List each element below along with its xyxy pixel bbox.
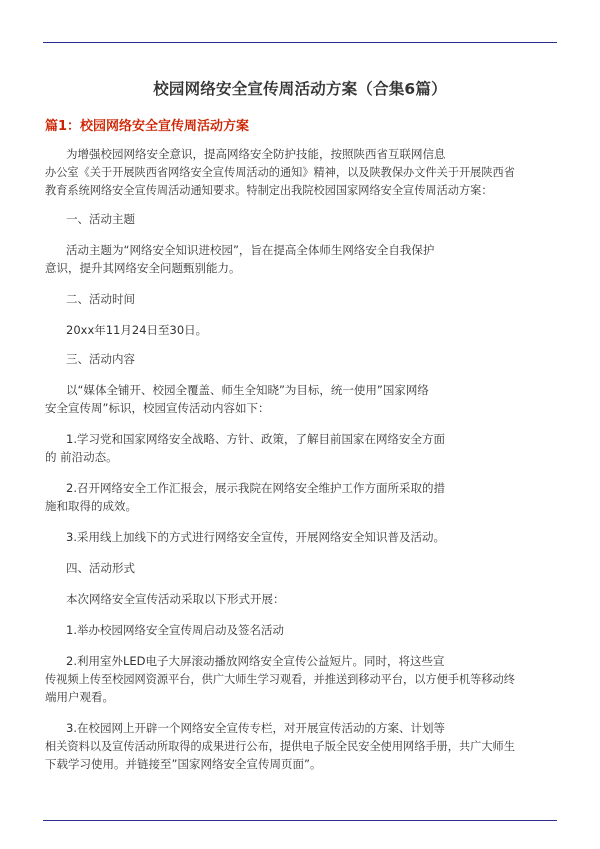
- top-rule: [43, 42, 557, 43]
- list-item: 1.举办校园网络安全宣传周启动及签名活动: [66, 623, 284, 637]
- heading-activity-theme: 一、活动主题: [66, 212, 135, 226]
- body-line: 20xx年11月24日至30日。: [66, 323, 208, 337]
- bottom-rule: [43, 820, 557, 821]
- body-line: 安全宣传周”标识，校园宣传活动内容如下：: [45, 401, 270, 415]
- list-item: 1.学习党和国家网络安全战略、方针、政策，了解目前国家在网络安全方面: [66, 432, 445, 446]
- list-item: 3.在校园网上开辟一个网络安全宣传专栏，对开展宣传活动的方案、计划等: [66, 721, 445, 735]
- list-item-continuation: 施和取得的成效。: [45, 499, 137, 513]
- body-line: 为增强校园网络安全意识，提高网络安全防护技能，按照陕西省互联网信息: [66, 147, 446, 161]
- section-title: 篇1：校园网络安全宣传周活动方案: [45, 119, 250, 134]
- list-item-continuation: 端用户观看。: [45, 690, 114, 704]
- heading-activity-content: 三、活动内容: [66, 352, 135, 366]
- list-item-continuation: 相关资料以及宣传活动所取得的成果进行公布，提供电子版全民安全使用网络手册，共广大师生: [45, 740, 515, 753]
- body-line: 教育系统网络安全宣传周活动通知要求。特制定出我院校园国家网络安全宣传周活动方案：: [45, 184, 493, 197]
- list-item-continuation: 的 前沿动态。: [45, 450, 118, 464]
- list-item-continuation: 传视频上传至校园网资源平台，供广大师生学习观看，并推送到移动平台，以方便手机等移动终: [45, 673, 515, 686]
- body-line: 活动主题为“网络安全知识进校园”，旨在提高全体师生网络安全自我保护: [66, 243, 435, 257]
- body-line: 本次网络安全宣传活动采取以下形式开展：: [66, 592, 285, 606]
- body-line: 意识，提升其网络安全问题甄别能力。: [45, 261, 241, 275]
- list-item: 2.利用室外LED电子大屏滚动播放网络安全宣传公益短片。同时，将这些宣: [66, 654, 445, 668]
- heading-activity-time: 二、活动时间: [66, 292, 135, 306]
- body-line: 办公室《关于开展陕西省网络安全宣传周活动的通知》精神，以及陕教保办文件关于开展陕西省: [45, 166, 515, 179]
- document-title: 校园网络安全宣传周活动方案（合集6篇）: [153, 80, 447, 98]
- list-item: 2.召开网络安全工作汇报会，展示我院在网络安全维护工作方面所采取的措: [66, 481, 445, 495]
- body-line: 以“媒体全铺开、校园全覆盖、师生全知晓”为目标，统一使用”国家网络: [66, 383, 429, 397]
- heading-activity-form: 四、活动形式: [66, 561, 135, 575]
- list-item: 3.采用线上加线下的方式进行网络安全宣传，开展网络安全知识普及活动。: [66, 530, 445, 544]
- list-item-continuation: 下载学习使用。并链接至”国家网络安全宣传周页面”。: [45, 757, 322, 771]
